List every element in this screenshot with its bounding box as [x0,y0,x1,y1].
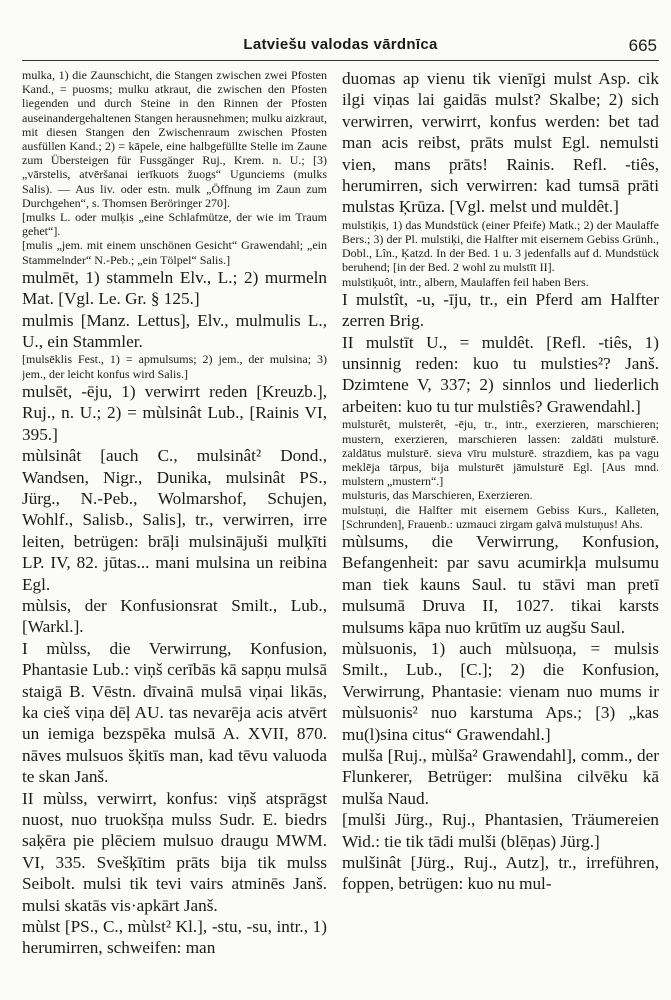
dictionary-entry: mulša [Ruj., mùlša² Grawendahl], comm., der Flunkerer, Betrüger: mulšina cilvēku kā mulša Naud. [342,745,659,808]
dictionary-entry: mulšinât [Jürg., Ruj., Autz], tr., irreführen, foppen, betrügen: kuo nu mul- [342,853,659,894]
dictionary-entry: [mulks L. oder mulķis „eine Schlafmütze, der wie im Traum gehet“]. [22,210,327,239]
dictionary-entry: duomas ap vienu tik vienīgi mulst Asp. cik ilgi viņas lai gaidās mulst? Skalbe; 2) sich verwirren, verwirrt, konfus werden: bet tad man acis reibst, prāts mulst Egl. nemulsti vien, mans prāts! Rainis. Refl. -tiês, herumirren, sich verwirren: kad tumsā prāti mulstas Ķrūza. [Vgl. melst und muldêt.] [342,69,659,217]
left-column [22,68,327,959]
dictionary-entry: mulsturis, das Marschieren, Exerzieren. [342,488,533,503]
dictionary-entry: mulstiķuôt, intr., albern, Maulaffen feil haben Bers. [342,274,589,289]
dictionary-entry: mulmēt, 1) stammeln Elv., L.; 2) murmeln Mat. [Vgl. Le. Gr. § 125.] [22,267,327,309]
dictionary-entry: [mulši Jürg., Ruj., Phantasien, Träumereien Wid.: tie tik tādi mulši (blēņas) Jürg.] [342,810,659,851]
dictionary-entry: mùlsinât [auch C., mulsinât² Dond., Wandsen, Nigr., Dunika, mulsinât PS., Jürg., N.-Peb., Wolmarshof, Schujen, Wohlf., Salisb., Salis], tr., verwirren, irre leiten, betrügen: brāļi mulsinājuši mulķīti LP. IV, 82. jūtas... mani mulsina un reibina Egl. [22,446,327,594]
page-header [22,36,659,58]
dictionary-entry: [mulis „jem. mit einem unschönen Gesicht“ Grawendahl; „ein Stammelnder“ N.-Peb.; „ein Tölpel“ Salis.] [22,238,327,267]
header-rule [22,60,659,61]
dictionary-entry: mulstuņi, die Halfter mit eisernem Gebiss Kurs., Kalleten, [Schrunden], Frauenb.: uzmauci zirgam galvā mulstuņus! Ahs. [342,502,659,531]
page-number: 665 [628,36,657,55]
dictionary-entry: mùlsuonis, 1) auch mùlsuoņa, = mulsis Smilt., Lub., [C.]; 2) die Konfusion, Verwirrung, Phantasie: vienam nuo mums ir mùlsuonis² nuo karstuma Aps.; [3) „kas mu(l)sina citus“ Grawendahl.] [342,638,659,744]
dictionary-entry: II mulstīt U., = muldêt. [Refl. -tiês, 1) unsinnig reden: kuo tu mulsties²? Janš. Dzimtene V, 337; 2) sinnlos und liederlich arbeiten: kuo tu tur mulstiês? Grawendahl.] [342,332,659,416]
dictionary-entry: mulsēt, -ēju, 1) verwirrt reden [Kreuzb.], Ruj., n. U.; 2) = mùlsinât Lub., [Rainis VI, 395.] [22,381,327,444]
dictionary-entry: I mùlss, die Verwirrung, Konfusion, Phantasie Lub.: viņš cerībās kā sapņu mulsā staigā B. Vēstn. dīvainā mulsā viņai likās, ka cieš viņa dēļ AU. tas nevarēja acis atvērt un iemiga bezspēka mulsā A. XVII, 870. nāves mulsuos šķitīs man, kad tēvu valuoda te skan Janš. [22,638,327,787]
dictionary-entry: mùlst [PS., C., mùlst² Kl.], -stu, -su, intr., 1) herumirren, schweifen: man [22,917,327,958]
dictionary-entry: [mulsēklis Fest., 1) = apmulsums; 2) jem., der mulsina; 3) jem., der leicht konfus wird Salis.] [22,352,327,381]
dictionary-entry: mùlsums, die Verwirrung, Konfusion, Befangenheit: par savu acumirkļa mulsumu man tiek kauns Saul. tu stāvi man pretī mulsumā Druva II, 1027. tikai karsts mulsums kāpa nuo krūtīm uz augšu Saul. [342,531,659,637]
dictionary-entry: I mulstît, -u, -īju, tr., ein Pferd am Halfter zerren Brig. [342,289,659,331]
dictionary-entry: II mùlss, verwirrt, konfus: viņš atsprāgst nuost, nuo truokšņa mulss Sudr. E. biedrs saķēra pie plēciem mulsuo draugu MWM. VI, 335. Svešķītim prāts bija tik mulss Seibolt. mulsi tik tevi vairs atminēs Janš. mulsi skatās vis·apkārt Janš. [22,788,327,915]
dictionary-entry: mùlsis, der Konfusionsrat Smilt., Lub., [Warkl.]. [22,595,327,637]
dictionary-entry: mulka, 1) die Zaunschicht, die Stangen zwischen zwei Pfosten Kand., = puosms; mulku atkraut, die zwischen den Pfosten liegenden und durch Steine in den Rinnen der Pfosten auseinandergehaltenen Stangen herausnehmen; mulku aizkraut, mit diesen Stangen den Zwischenraum zwischen Pfosten ausfüllen Kand.; 2) = kāpele, eine halbgefüllte Stelle im Zaune zum Übersteigen für Fussgänger Ruj., Krem. n. U.; [3) „vārstelis, atvēršanai ierīkuots žuogs“ Ugunciems (mulks Salis). — Aus liv. oder estn. mulk „Öffnung im Zaun zum Durchgehen“, s. Thomsen Beröringer 270]. [22,68,327,210]
dictionary-entry: mulsturêt, mulsterêt, -ēju, tr., intr., exerzieren, marschieren; mustern, exerzieren, marschieren lassen: zaldāti mulsturē. zaldātus mulsturē. sieva vīru mulsturē. strazdiem, kas pa vagu meklēja tārpus, bija mulsturēt jāmulsturē Egl. [Aus mnd. mulstern „mustern“.] [342,417,659,489]
dictionary-entry: mulmis [Manz. Lettus], Elv., mulmulis L., U., ein Stammler. [22,310,327,352]
dictionary-entry: mulstiķis, 1) das Mundstück (einer Pfeife) Matk.; 2) der Maulaffe Bers.; 3) der Pl. mulstiķi, die Halfter mit eisernem Gebiss Grünh., Dobl., Lîn., Ķatzd. In der Bed. 1 u. 3 jedenfalls auf d. Mundstück beruhend; [in der Bed. 2 wohl zu mulstīt II]. [342,217,659,275]
running-title: Latviešu valodas vārdnīca [243,36,438,53]
right-column [342,68,659,895]
